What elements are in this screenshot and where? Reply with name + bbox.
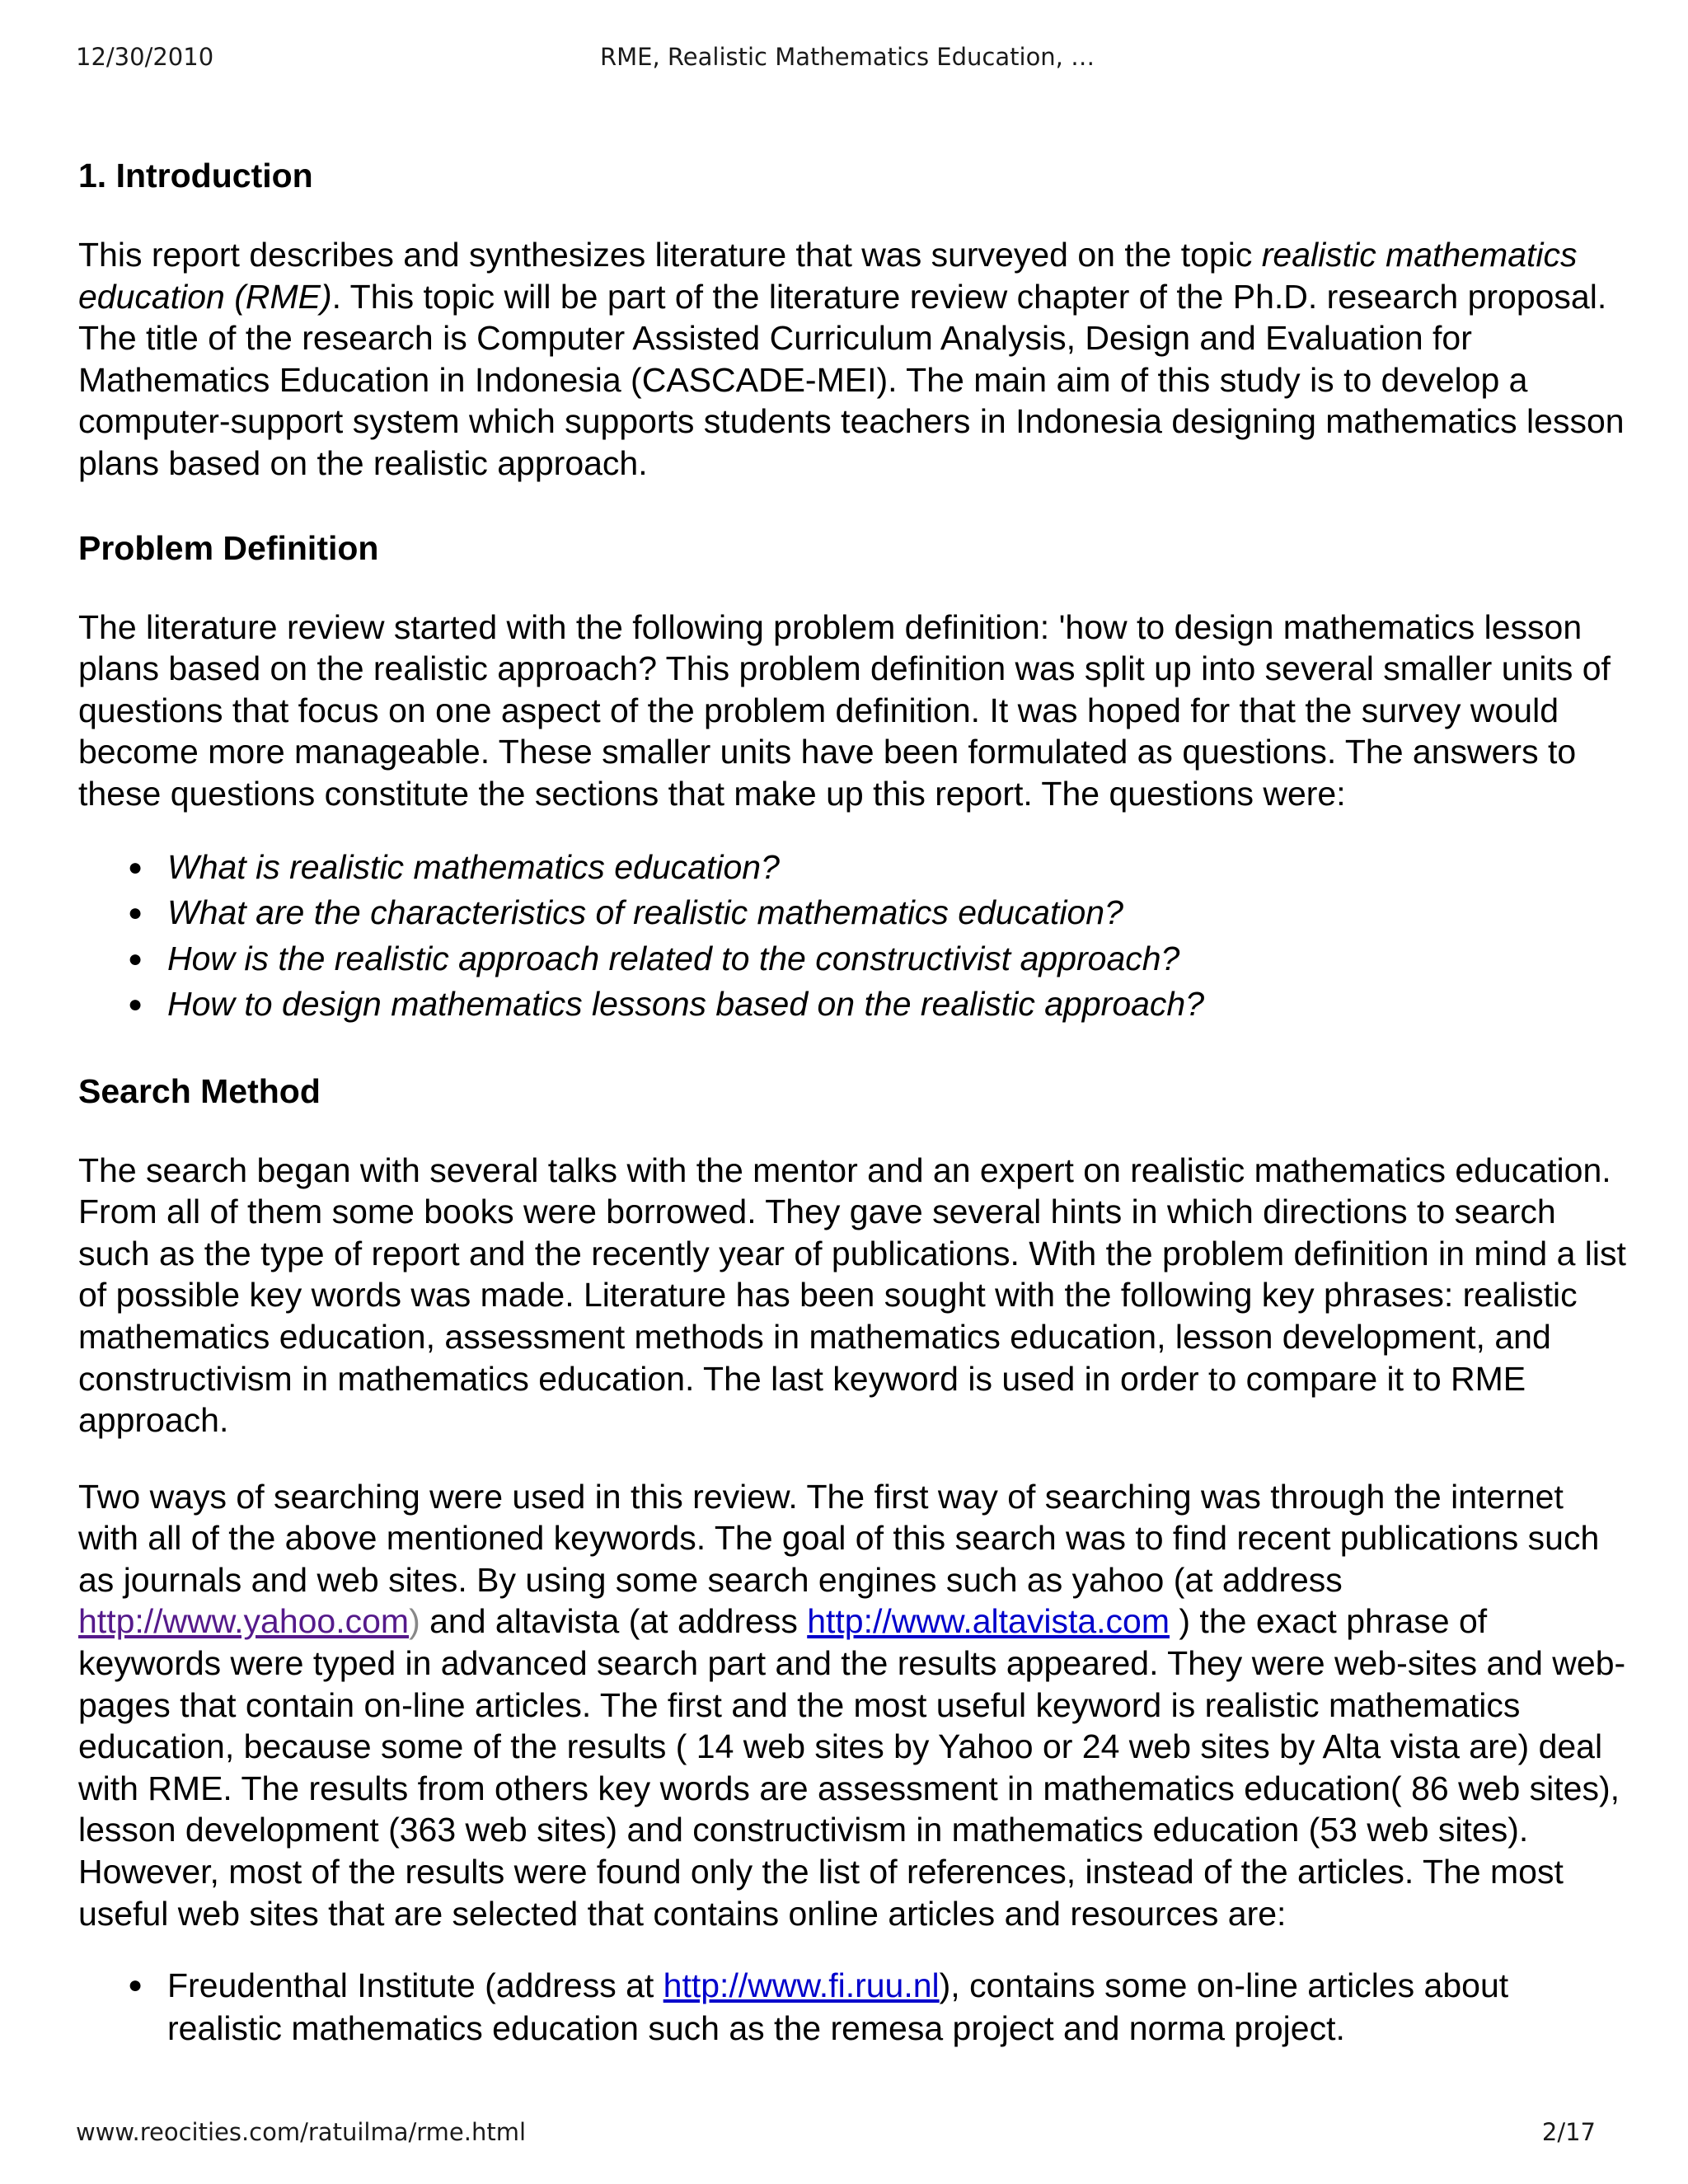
freudenthal-link[interactable]: http://www.fi.ruu.nl: [663, 1966, 940, 2005]
intro-paragraph: [78, 234, 1628, 485]
list-item: ● What are the characteristics of realistic mathematics education?: [78, 890, 1628, 936]
section-heading-search-method: Search Method: [78, 1071, 321, 1110]
list-item: ● How is the realistic approach related to the constructivist approach?: [78, 936, 1628, 982]
yahoo-link[interactable]: http://www.yahoo.com: [78, 1602, 410, 1641]
bullet-icon: ●: [128, 899, 143, 927]
print-date: 12/30/2010: [76, 43, 214, 71]
problem-paragraph: The literature review started with the following problem definition: 'how to design mathematics lesson plans based on the realistic approach? This problem definition was split up into several smaller units of questions that focus on one aspect of the problem definition. It was hoped for that the survey would become more manageable. These smaller units have been formulated as questions. The answers to these questions constitute the sections that make up this report. The questions were:: [78, 607, 1611, 813]
list-item: ● Freudenthal Institute (address at http://www.fi.ruu.nl), contains some on-line articles about realistic mathematics education such as the remesa project and norma project.: [78, 1964, 1628, 2050]
search-paragraph-2: Two ways of searching were used in this review. The first way of searching was through the internet with all of the above mentioned keywords. The goal of this search was to find recent publications such as journals and web sites. By using some search engines such as yahoo (at address http://www.yahoo.com) and altavista (at address http://www.altavista.com ) the exact phrase of keywords were typed in advanced search part and the results appeared. They were web-sites and web-pages that contain on-line articles. The first and the most useful keyword is realistic mathematics education, because some of the results ( 14 web sites by Yahoo or 24 web sites by Alta vista are) deal with RME. The results from others key words are assessment in mathematics education( 86 web sites), lesson development (363 web sites) and constructivism in mathematics education (53 web sites). However, most of the results were found only the list of references, instead of the articles. The most useful web sites that are selected that contains online articles and resources are:: [78, 1477, 1626, 1933]
bullet-icon: ●: [128, 991, 143, 1019]
bullet-icon: ●: [128, 853, 143, 881]
print-header: [76, 43, 1612, 76]
print-url: www.reocities.com/ratuilma/rme.html: [76, 2118, 527, 2146]
questions-list: [78, 845, 1628, 1028]
bullet-icon: ●: [128, 944, 143, 972]
altavista-link[interactable]: http://www.altavista.com: [807, 1602, 1170, 1641]
intro-text-b: . This topic will be part of the literature review chapter of the Ph.D. research proposal. The title of the research is Computer Assisted Curriculum Analysis, Design and Evaluation for Mathematics Education in Indonesia (CASCADE-MEI). The main aim of this study is to develop a computer-support system which supports students teachers in Indonesia designing mathematics lesson plans based on the realistic approach.: [78, 277, 1625, 482]
print-title: RME, Realistic Mathematics Education, …: [600, 43, 1095, 71]
section-heading-introduction: 1. Introduction: [78, 157, 313, 194]
bullet-icon: ●: [128, 1971, 143, 1999]
intro-text-a: This report describes and synthesizes literature that was surveyed on the topic: [78, 236, 1262, 274]
intro-topic: realistic mathematics education (RME): [78, 236, 1578, 316]
list-item: ● How to design mathematics lessons based on the realistic approach?: [78, 982, 1628, 1028]
print-footer: [76, 2118, 1612, 2151]
websites-list: [78, 1964, 1628, 2050]
section-heading-problem-definition: Problem Definition: [78, 528, 379, 567]
page-number: 2/17: [1541, 2118, 1596, 2146]
list-item: ● What is realistic mathematics education?: [78, 845, 1628, 891]
document-body: [78, 155, 1628, 2050]
search-paragraph-1: The search began with several talks with the mentor and an expert on realistic mathematics education. From all of them some books were borrowed. They gave several hints in which directions to search such as the type of report and the recently year of publications. With the problem definition in mind a list of possible key words was made. Literature has been sought with the following key phrases: realistic mathematics education, assessment methods in mathematics education, lesson development, and constructivism in mathematics education. The last keyword is used in order to compare it to RME approach.: [78, 1151, 1626, 1440]
